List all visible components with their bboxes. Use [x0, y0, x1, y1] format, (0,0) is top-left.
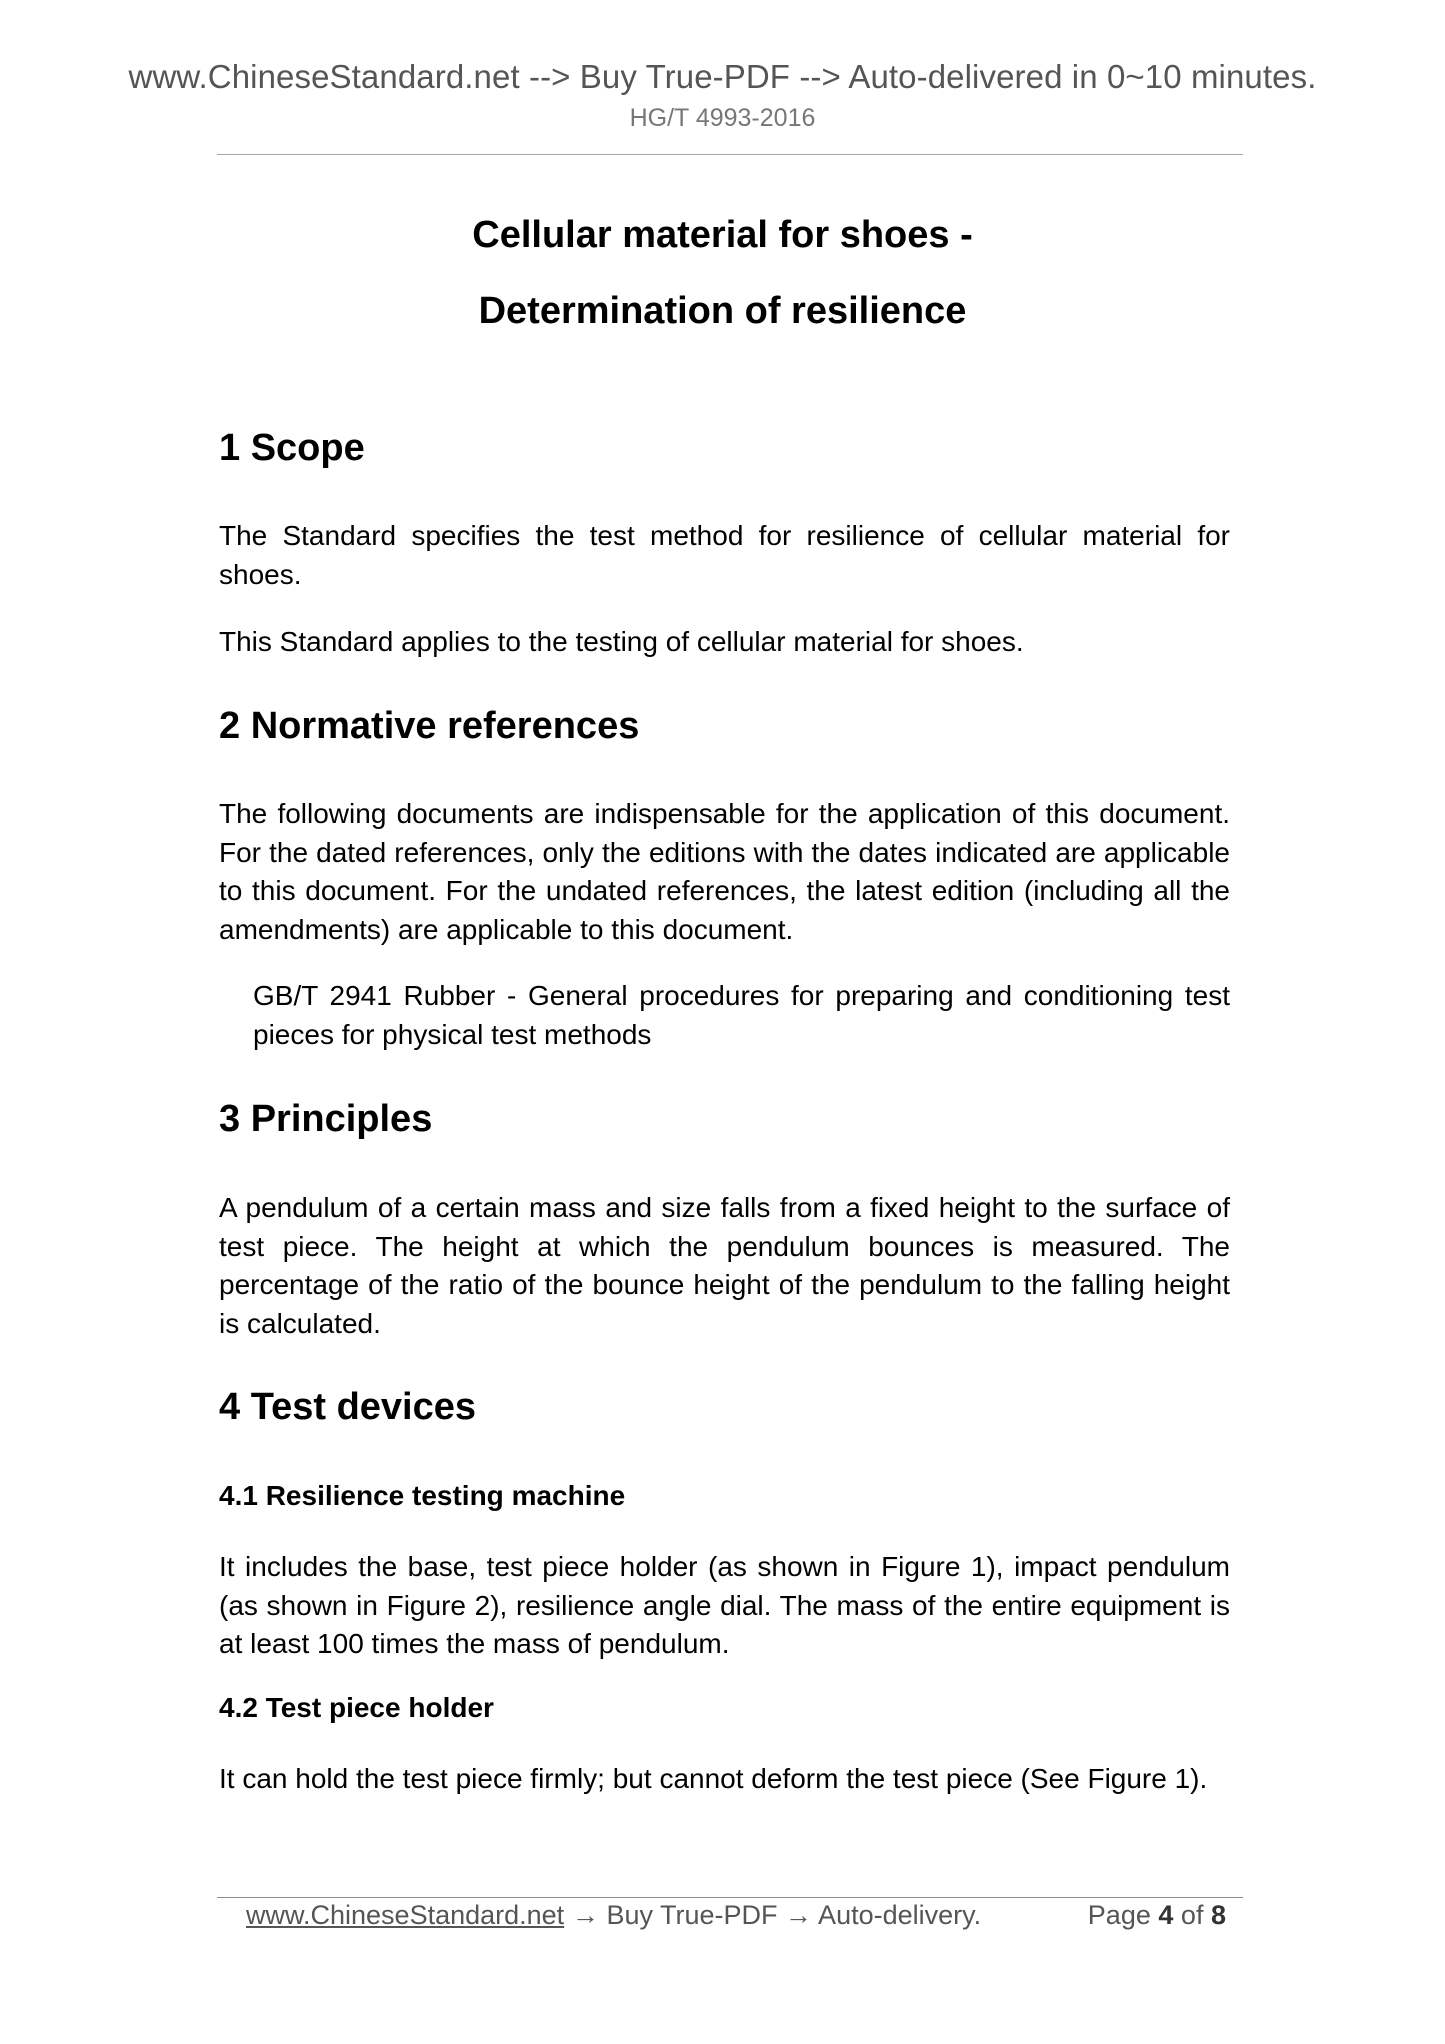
- subsection-heading-4-2: 4.2 Test piece holder: [219, 1692, 494, 1723]
- section-heading-scope: 1 Scope: [219, 427, 365, 469]
- footer-tagline: → Buy True-PDF → Auto-delivery.: [572, 1900, 982, 1930]
- scope-paragraph-1: The Standard specifies the test method for resilience of cellular material for shoes.: [219, 520, 1230, 590]
- doc-title-line2: Determination of resilience: [478, 290, 967, 332]
- page-label: Page: [1087, 1900, 1151, 1930]
- normative-paragraph: The following documents are indispensable for the application of this document. For the dated references, only the editions with the dates indicated are applicable to this document. For the undated references, the latest edition (including all the amendments) are applicable to this document.: [219, 798, 1230, 945]
- header-banner: www.ChineseStandard.net --> Buy True-PDF --> Auto-delivered in 0~10 minutes.: [128, 58, 1317, 95]
- of-label: of: [1180, 1900, 1204, 1930]
- subsection-4-1-paragraph: It includes the base, test piece holder (as shown in Figure 1), impact pendulum (as shown in Figure 2), resilience angle dial. The mass of the entire equipment is at least 100 times the mass of pendulum.: [219, 1551, 1230, 1659]
- principles-paragraph: A pendulum of a certain mass and size falls from a fixed height to the surface of test piece. The height at which the pendulum bounces is measured. The percentage of the ratio of the bounce height of the pendulum to the falling height is calculated.: [219, 1192, 1230, 1339]
- subsection-4-2-paragraph: It can hold the test piece firmly; but cannot deform the test piece (See Figure 1).: [219, 1763, 1208, 1794]
- section-heading-test-devices: 4 Test devices: [219, 1386, 477, 1428]
- section-heading-normative-references: 2 Normative references: [219, 705, 640, 747]
- footer-link[interactable]: www.ChineseStandard.net: [246, 1900, 565, 1930]
- footer-divider: [217, 1897, 1243, 1898]
- page-indicator: [1088, 1900, 1226, 1931]
- doc-code: HG/T 4993-2016: [629, 104, 816, 132]
- footer: [246, 1900, 1226, 1934]
- scope-paragraph-2: This Standard applies to the testing of cellular material for shoes.: [219, 626, 1024, 657]
- subsection-heading-4-1: 4.1 Resilience testing machine: [219, 1480, 626, 1511]
- doc-title-line1: Cellular material for shoes -: [472, 214, 973, 256]
- page-total: 8: [1210, 1900, 1226, 1930]
- normative-reference-item: GB/T 2941 Rubber - General procedures for preparing and conditioning test pieces for physical test methods: [253, 980, 1230, 1050]
- section-heading-principles: 3 Principles: [219, 1098, 433, 1140]
- page-number: 4: [1158, 1900, 1174, 1930]
- header-divider: [217, 154, 1243, 155]
